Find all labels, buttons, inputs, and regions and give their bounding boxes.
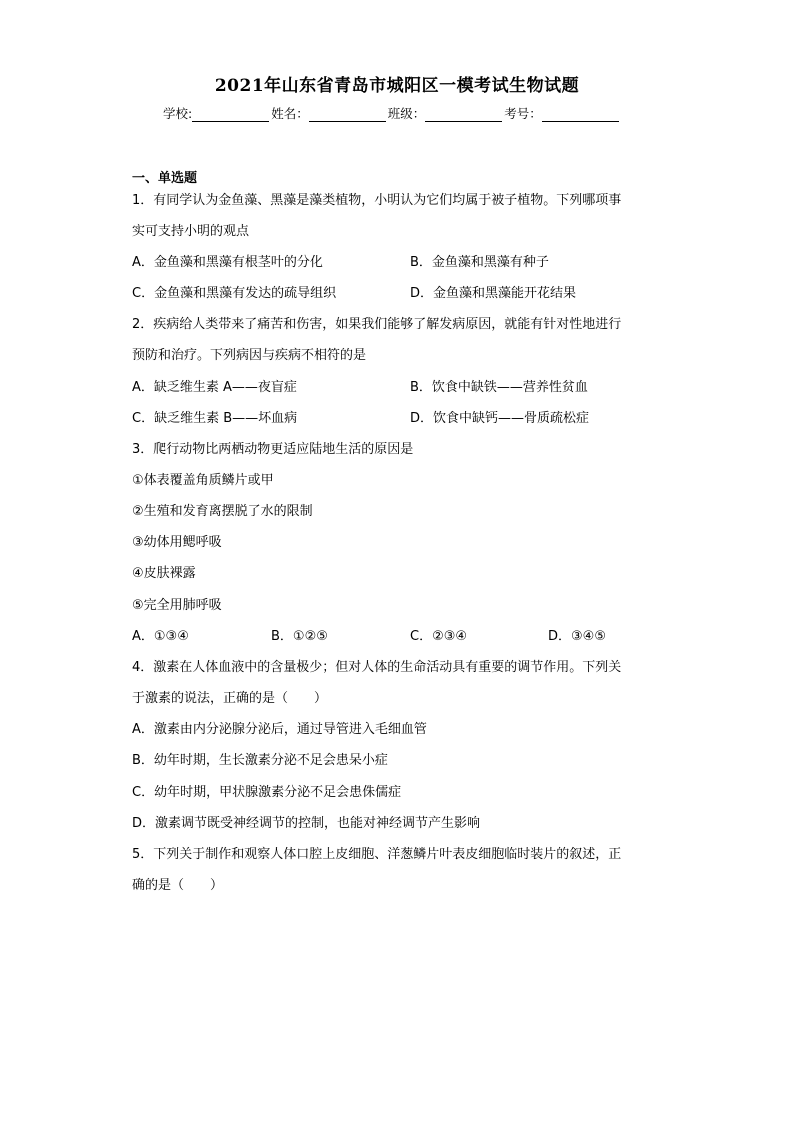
q3-stem: 3．爬行动物比两栖动物更适应陆地生活的原因是 (132, 442, 414, 457)
q1-option-d: D．金鱼藻和黑藻能开花结果 (410, 286, 577, 301)
q3-item-5: ⑤完全用肺呼吸 (132, 598, 222, 613)
q3-option-d: D．③④⑤ (548, 629, 606, 644)
q2-option-b: B．饮食中缺铁——营养性贫血 (410, 380, 588, 395)
q1-stem-line-2: 实可支持小明的观点 (132, 224, 250, 239)
exam-title: 2021年山东省青岛市城阳区一模考试生物试题 (214, 76, 580, 96)
q3-item-2: ②生殖和发育离摆脱了水的限制 (132, 504, 313, 519)
class-label: 班级： (387, 106, 426, 121)
q4-option-d: D．激素调节既受神经调节的控制，也能对神经调节产生影响 (132, 816, 481, 831)
section-heading: 一、单选题 (132, 171, 198, 186)
exam-number-blank[interactable] (542, 107, 619, 122)
q2-option-a: A．缺乏维生素 A——夜盲症 (132, 380, 297, 395)
q3-option-c: C．②③④ (410, 629, 468, 644)
q3-item-4: ④皮肤裸露 (132, 566, 196, 581)
q3-option-b: B．①②⑤ (271, 629, 328, 644)
q5-stem-line-2: 确的是（ ） (132, 878, 224, 893)
q1-option-a: A．金鱼藻和黑藻有根茎叶的分化 (132, 255, 323, 270)
school-blank[interactable] (192, 107, 269, 122)
class-blank[interactable] (425, 107, 502, 122)
q4-option-a: A．激素由内分泌腺分泌后，通过导管进入毛细血管 (132, 722, 427, 737)
student-info-row (163, 104, 621, 122)
q2-stem-line-2: 预防和治疗。下列病因与疾病不相符的是 (132, 348, 367, 363)
name-label: 姓名： (271, 106, 309, 121)
exam-number-label: 考号： (504, 106, 542, 121)
school-label: 学校: (163, 106, 193, 121)
q2-option-c: C．缺乏维生素 B——坏血病 (132, 411, 298, 426)
q3-item-3: ③幼体用鳃呼吸 (132, 535, 222, 550)
q1-stem-line-1: 1．有同学认为金鱼藻、黑藻是藻类植物，小明认为它们均属于被子植物。下列哪项事 (132, 193, 622, 208)
q1-option-c: C．金鱼藻和黑藻有发达的疏导组织 (132, 286, 337, 301)
q5-stem-line-1: 5．下列关于制作和观察人体口腔上皮细胞、洋葱鳞片叶表皮细胞临时装片的叙述，正 (132, 847, 622, 862)
q3-item-1: ①体表覆盖角质鳞片或甲 (132, 473, 274, 488)
q4-stem-line-2: 于激素的说法，正确的是（ ） (132, 691, 328, 706)
q2-stem-line-1: 2．疾病给人类带来了痛苦和伤害，如果我们能够了解发病原因，就能有针对性地进行 (132, 317, 622, 332)
q2-option-d: D．饮食中缺钙——骨质疏松症 (410, 411, 590, 426)
name-blank[interactable] (309, 107, 386, 122)
q4-option-c: C．幼年时期，甲状腺激素分泌不足会患侏儒症 (132, 785, 402, 800)
q1-option-b: B．金鱼藻和黑藻有种子 (410, 255, 549, 270)
q3-option-a: A．①③④ (132, 629, 189, 644)
q4-option-b: B．幼年时期，生长激素分泌不足会患呆小症 (132, 753, 388, 768)
q4-stem-line-1: 4．激素在人体血液中的含量极少；但对人体的生命活动具有重要的调节作用。下列关 (132, 660, 622, 675)
